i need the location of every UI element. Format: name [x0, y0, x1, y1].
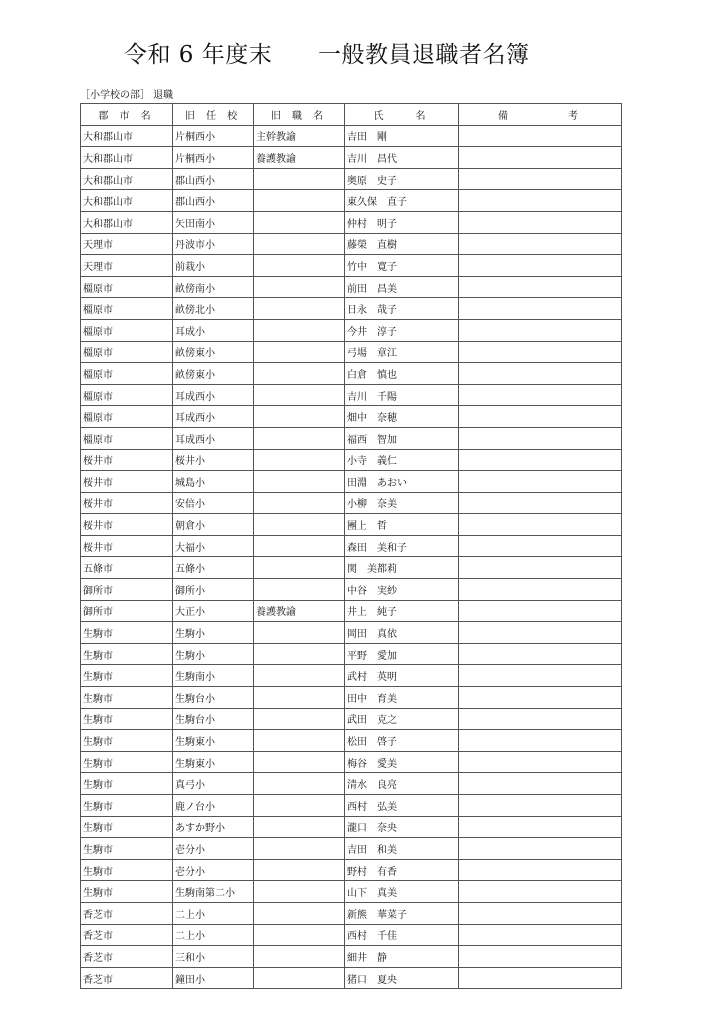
cell-former-position	[254, 579, 345, 601]
table-row	[81, 687, 622, 709]
cell-remarks	[459, 967, 622, 989]
cell-former-school: 生駒東小	[173, 751, 254, 773]
cell-city: 橿原市	[81, 319, 173, 341]
header-former-school: 旧 任 校	[173, 104, 254, 126]
table-row	[81, 579, 622, 601]
cell-former-school: 郡山西小	[173, 168, 254, 190]
header-city: 郡 市 名	[81, 104, 173, 126]
cell-remarks	[459, 190, 622, 212]
cell-remarks	[459, 687, 622, 709]
cell-remarks	[459, 751, 622, 773]
cell-former-position	[254, 622, 345, 644]
cell-former-school: 城島小	[173, 471, 254, 493]
cell-name: 團上 哲	[345, 514, 459, 536]
cell-remarks	[459, 622, 622, 644]
cell-former-position	[254, 492, 345, 514]
cell-former-position	[254, 168, 345, 190]
cell-city: 香芝市	[81, 946, 173, 968]
cell-name: 田中 育美	[345, 687, 459, 709]
cell-name: 小柳 奈美	[345, 492, 459, 514]
cell-former-school: 耳成西小	[173, 406, 254, 428]
table-row	[81, 902, 622, 924]
cell-former-position	[254, 687, 345, 709]
table-row	[81, 773, 622, 795]
cell-former-position	[254, 471, 345, 493]
cell-former-position	[254, 341, 345, 363]
cell-former-position: 主幹教諭	[254, 125, 345, 147]
cell-remarks	[459, 535, 622, 557]
table-row	[81, 125, 622, 147]
cell-city: 御所市	[81, 579, 173, 601]
cell-former-position	[254, 643, 345, 665]
cell-name: 関 美都莉	[345, 557, 459, 579]
cell-former-position	[254, 190, 345, 212]
cell-city: 香芝市	[81, 924, 173, 946]
cell-city: 生駒市	[81, 859, 173, 881]
table-row	[81, 147, 622, 169]
cell-city: 橿原市	[81, 298, 173, 320]
cell-remarks	[459, 233, 622, 255]
cell-remarks	[459, 795, 622, 817]
table-row	[81, 924, 622, 946]
cell-remarks	[459, 125, 622, 147]
cell-name: 吉田 和美	[345, 838, 459, 860]
cell-city: 香芝市	[81, 967, 173, 989]
cell-remarks	[459, 514, 622, 536]
cell-former-position	[254, 233, 345, 255]
cell-former-position	[254, 449, 345, 471]
cell-remarks	[459, 924, 622, 946]
cell-former-position	[254, 665, 345, 687]
title-list-name: 一般教員退職者名簿	[318, 42, 530, 68]
cell-former-position	[254, 838, 345, 860]
cell-former-position	[254, 708, 345, 730]
cell-name: 新熊 華菜子	[345, 902, 459, 924]
cell-former-school: 片桐西小	[173, 125, 254, 147]
cell-name: 田淵 あおい	[345, 471, 459, 493]
table-row	[81, 233, 622, 255]
cell-city: 香芝市	[81, 902, 173, 924]
cell-city: 桜井市	[81, 514, 173, 536]
cell-remarks	[459, 341, 622, 363]
cell-name: 猪口 夏央	[345, 967, 459, 989]
cell-former-position	[254, 902, 345, 924]
cell-name: 東久保 直子	[345, 190, 459, 212]
cell-city: 橿原市	[81, 363, 173, 385]
cell-former-school: 耳成西小	[173, 384, 254, 406]
table-row	[81, 341, 622, 363]
cell-former-school: 畝傍東小	[173, 363, 254, 385]
cell-name: 福西 智加	[345, 427, 459, 449]
table-row	[81, 190, 622, 212]
cell-former-position	[254, 751, 345, 773]
table-row	[81, 859, 622, 881]
cell-former-school: 真弓小	[173, 773, 254, 795]
cell-former-position	[254, 946, 345, 968]
cell-former-school: 矢田南小	[173, 211, 254, 233]
cell-remarks	[459, 730, 622, 752]
table-row	[81, 795, 622, 817]
table-row	[81, 622, 622, 644]
cell-former-school: 片桐西小	[173, 147, 254, 169]
cell-city: 大和郡山市	[81, 147, 173, 169]
cell-former-school: 二上小	[173, 902, 254, 924]
cell-former-position	[254, 730, 345, 752]
cell-former-position	[254, 535, 345, 557]
cell-former-school: 生駒南第二小	[173, 881, 254, 903]
cell-former-school: 生駒南小	[173, 665, 254, 687]
cell-former-position	[254, 298, 345, 320]
cell-remarks	[459, 859, 622, 881]
cell-former-school: 丹波市小	[173, 233, 254, 255]
cell-former-position	[254, 384, 345, 406]
cell-city: 生駒市	[81, 816, 173, 838]
cell-city: 生駒市	[81, 687, 173, 709]
cell-former-position	[254, 924, 345, 946]
cell-former-school: 壱分小	[173, 838, 254, 860]
cell-city: 大和郡山市	[81, 125, 173, 147]
cell-city: 五條市	[81, 557, 173, 579]
cell-name: 梅谷 愛美	[345, 751, 459, 773]
cell-former-school: 大正小	[173, 600, 254, 622]
cell-city: 桜井市	[81, 471, 173, 493]
table-row	[81, 838, 622, 860]
cell-remarks	[459, 427, 622, 449]
cell-name: 前田 昌美	[345, 276, 459, 298]
cell-name: 藤榮 直樹	[345, 233, 459, 255]
table-row	[81, 449, 622, 471]
cell-former-school: 生駒東小	[173, 730, 254, 752]
cell-city: 生駒市	[81, 643, 173, 665]
cell-name: 細井 静	[345, 946, 459, 968]
cell-former-position	[254, 773, 345, 795]
cell-former-position	[254, 859, 345, 881]
cell-remarks	[459, 643, 622, 665]
cell-name: 岡田 真依	[345, 622, 459, 644]
table-row	[81, 751, 622, 773]
cell-name: 仲村 明子	[345, 211, 459, 233]
cell-former-position: 養護教諭	[254, 147, 345, 169]
cell-city: 生駒市	[81, 881, 173, 903]
cell-remarks	[459, 902, 622, 924]
table-row	[81, 665, 622, 687]
cell-former-school: 大福小	[173, 535, 254, 557]
cell-name: 奥原 史子	[345, 168, 459, 190]
cell-remarks	[459, 665, 622, 687]
cell-remarks	[459, 557, 622, 579]
retiree-table	[80, 103, 622, 989]
cell-former-position	[254, 881, 345, 903]
cell-name: 西村 弘美	[345, 795, 459, 817]
table-row	[81, 730, 622, 752]
cell-former-school: 鐘田小	[173, 967, 254, 989]
cell-former-school: 三和小	[173, 946, 254, 968]
cell-former-school: 郡山西小	[173, 190, 254, 212]
cell-remarks	[459, 946, 622, 968]
table-row	[81, 471, 622, 493]
table-row	[81, 168, 622, 190]
cell-city: 生駒市	[81, 730, 173, 752]
cell-former-position	[254, 967, 345, 989]
table-row	[81, 946, 622, 968]
cell-name: 白倉 慎也	[345, 363, 459, 385]
cell-name: 小寺 義仁	[345, 449, 459, 471]
cell-city: 橿原市	[81, 276, 173, 298]
table-row	[81, 708, 622, 730]
cell-former-position	[254, 795, 345, 817]
cell-former-school: 五條小	[173, 557, 254, 579]
cell-city: 生駒市	[81, 622, 173, 644]
cell-city: 生駒市	[81, 708, 173, 730]
cell-city: 橿原市	[81, 406, 173, 428]
cell-city: 大和郡山市	[81, 211, 173, 233]
cell-city: 大和郡山市	[81, 190, 173, 212]
table-row	[81, 319, 622, 341]
table-header-row	[81, 104, 622, 126]
cell-former-school: 耳成西小	[173, 427, 254, 449]
cell-city: 天理市	[81, 255, 173, 277]
cell-former-school: 桜井小	[173, 449, 254, 471]
table-row	[81, 255, 622, 277]
cell-former-school: 前栽小	[173, 255, 254, 277]
cell-former-school: 壱分小	[173, 859, 254, 881]
table-row	[81, 211, 622, 233]
cell-name: 武村 英明	[345, 665, 459, 687]
cell-former-position	[254, 816, 345, 838]
cell-remarks	[459, 319, 622, 341]
cell-remarks	[459, 881, 622, 903]
table-row	[81, 600, 622, 622]
cell-former-school: 鹿ノ台小	[173, 795, 254, 817]
cell-remarks	[459, 406, 622, 428]
table-row	[81, 643, 622, 665]
header-name: 氏 名	[345, 104, 459, 126]
table-row	[81, 881, 622, 903]
cell-name: 弓場 章江	[345, 341, 459, 363]
cell-former-school: 朝倉小	[173, 514, 254, 536]
cell-name: 平野 愛加	[345, 643, 459, 665]
cell-remarks	[459, 276, 622, 298]
cell-former-school: 畝傍南小	[173, 276, 254, 298]
cell-former-school: 二上小	[173, 924, 254, 946]
cell-remarks	[459, 816, 622, 838]
cell-name: 森田 美和子	[345, 535, 459, 557]
cell-former-position	[254, 557, 345, 579]
cell-name: 今井 淳子	[345, 319, 459, 341]
table-row	[81, 427, 622, 449]
cell-former-position	[254, 319, 345, 341]
cell-former-school: 畝傍北小	[173, 298, 254, 320]
cell-remarks	[459, 363, 622, 385]
cell-remarks	[459, 492, 622, 514]
cell-former-school: 安倍小	[173, 492, 254, 514]
cell-city: 橿原市	[81, 427, 173, 449]
cell-former-school: 生駒台小	[173, 687, 254, 709]
cell-city: 生駒市	[81, 773, 173, 795]
cell-former-position	[254, 427, 345, 449]
table-row	[81, 363, 622, 385]
cell-former-position	[254, 255, 345, 277]
table-row	[81, 535, 622, 557]
cell-former-position	[254, 276, 345, 298]
cell-remarks	[459, 471, 622, 493]
cell-former-position	[254, 514, 345, 536]
table-row	[81, 557, 622, 579]
cell-city: 大和郡山市	[81, 168, 173, 190]
cell-former-school: 御所小	[173, 579, 254, 601]
cell-name: 瀧口 奈央	[345, 816, 459, 838]
cell-remarks	[459, 255, 622, 277]
cell-remarks	[459, 211, 622, 233]
cell-city: 桜井市	[81, 449, 173, 471]
cell-former-position	[254, 406, 345, 428]
cell-former-school: 耳成小	[173, 319, 254, 341]
cell-name: 山下 真美	[345, 881, 459, 903]
cell-former-school: 生駒小	[173, 622, 254, 644]
cell-remarks	[459, 449, 622, 471]
cell-name: 竹中 寛子	[345, 255, 459, 277]
cell-name: 日永 哉子	[345, 298, 459, 320]
header-remarks: 備 考	[459, 104, 622, 126]
cell-city: 生駒市	[81, 665, 173, 687]
cell-name: 畑中 奈穂	[345, 406, 459, 428]
cell-name: 武田 克之	[345, 708, 459, 730]
cell-name: 松田 啓子	[345, 730, 459, 752]
header-former-position: 旧 職 名	[254, 104, 345, 126]
cell-former-school: 生駒小	[173, 643, 254, 665]
cell-remarks	[459, 708, 622, 730]
cell-remarks	[459, 298, 622, 320]
section-label: ［小学校の部］ 退職	[80, 90, 174, 101]
cell-former-position	[254, 211, 345, 233]
cell-city: 桜井市	[81, 492, 173, 514]
table-row	[81, 384, 622, 406]
cell-name: 野村 有香	[345, 859, 459, 881]
title-fiscal-year: 令和 6 年度末	[124, 42, 273, 68]
cell-city: 生駒市	[81, 795, 173, 817]
cell-city: 天理市	[81, 233, 173, 255]
table-row	[81, 967, 622, 989]
table-row	[81, 298, 622, 320]
cell-former-school: 畝傍東小	[173, 341, 254, 363]
cell-former-position: 養護教諭	[254, 600, 345, 622]
table-row	[81, 514, 622, 536]
cell-city: 桜井市	[81, 535, 173, 557]
cell-remarks	[459, 600, 622, 622]
cell-city: 生駒市	[81, 751, 173, 773]
cell-name: 西村 千佳	[345, 924, 459, 946]
cell-name: 吉川 千陽	[345, 384, 459, 406]
cell-name: 井上 純子	[345, 600, 459, 622]
table-row	[81, 492, 622, 514]
cell-remarks	[459, 384, 622, 406]
cell-remarks	[459, 838, 622, 860]
cell-name: 吉田 剛	[345, 125, 459, 147]
cell-remarks	[459, 168, 622, 190]
table-row	[81, 406, 622, 428]
cell-city: 橿原市	[81, 384, 173, 406]
cell-name: 吉川 昌代	[345, 147, 459, 169]
cell-city: 生駒市	[81, 838, 173, 860]
cell-name: 中谷 実紗	[345, 579, 459, 601]
cell-city: 橿原市	[81, 341, 173, 363]
table-row	[81, 276, 622, 298]
cell-former-position	[254, 363, 345, 385]
cell-remarks	[459, 147, 622, 169]
cell-former-school: 生駒台小	[173, 708, 254, 730]
cell-name: 清水 良亮	[345, 773, 459, 795]
cell-former-school: あすか野小	[173, 816, 254, 838]
cell-remarks	[459, 579, 622, 601]
table-row	[81, 816, 622, 838]
cell-remarks	[459, 773, 622, 795]
cell-city: 御所市	[81, 600, 173, 622]
